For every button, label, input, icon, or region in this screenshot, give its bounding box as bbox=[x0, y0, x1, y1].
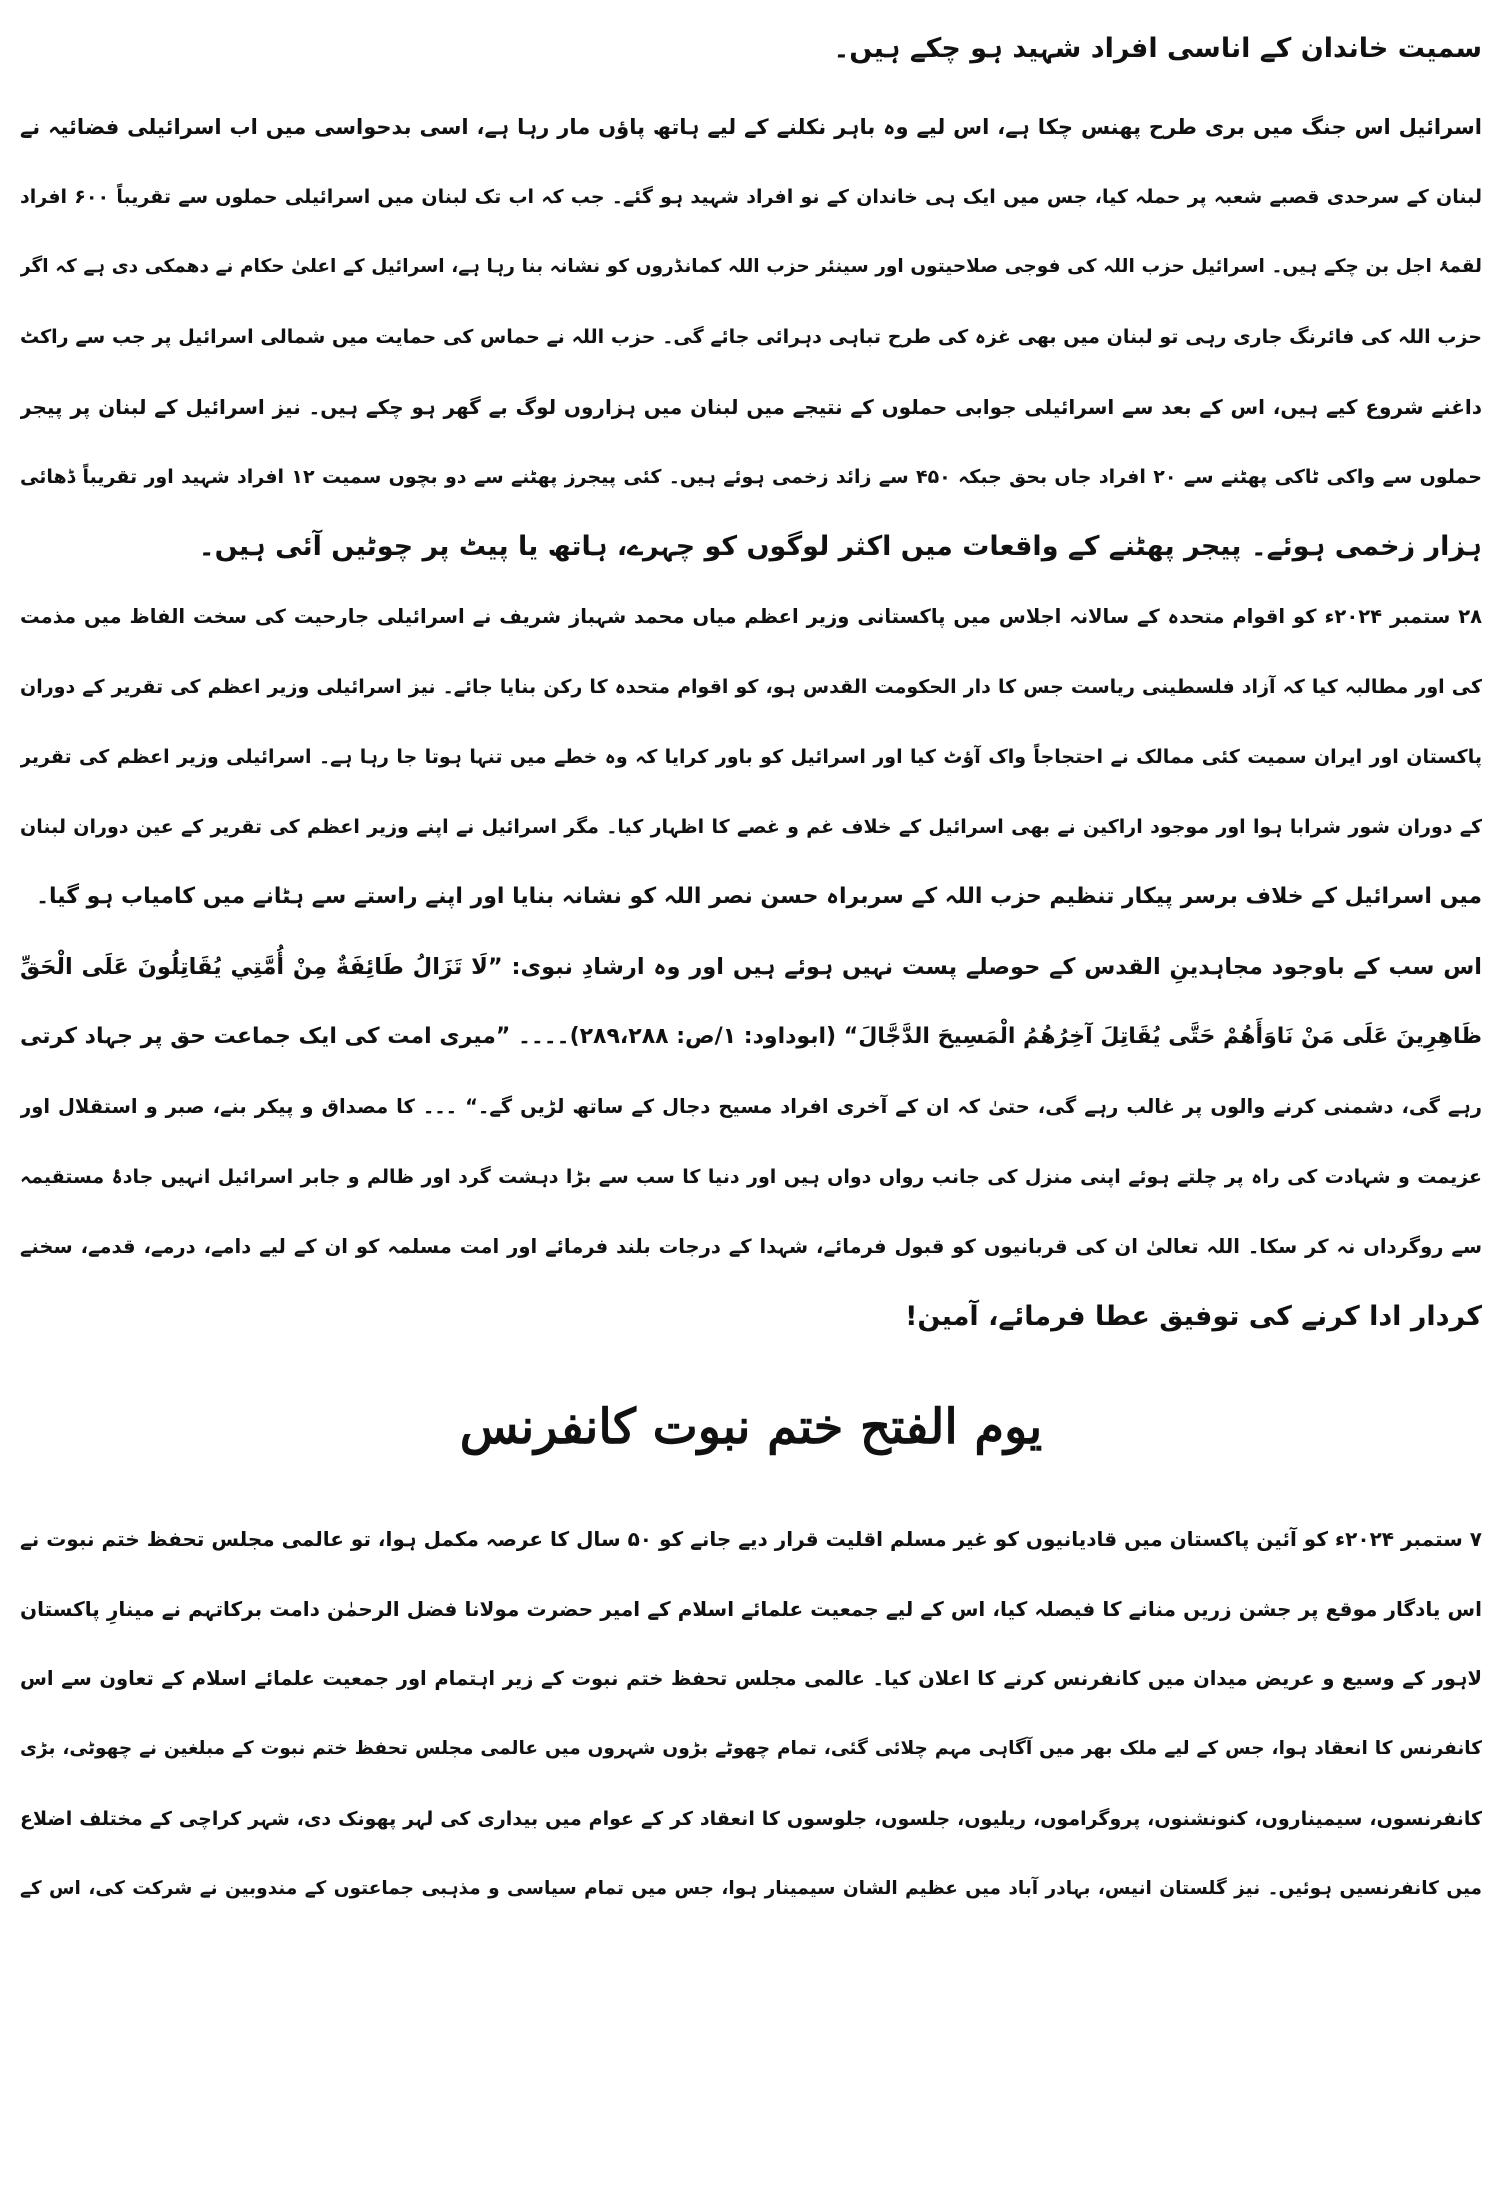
paragraph-line: کانفرنسوں، سیمیناروں، کنونشنوں، پروگراموں، ریلیوں، جلسوں، جلوسوں کا انعقاد کر کے عوام میں بیداری کی لہر پھونک دی، شہر کراچی کے مختلف اضلاع bbox=[20, 1808, 1482, 1830]
paragraph-line: رہے گی، دشمنی کرنے والوں پر غالب رہے گی، حتیٰ کہ ان کے آخری افراد مسیح دجال کے ساتھ لڑیں گے۔“ ۔۔۔ کا مصداق و پیکر بنے، صبر و استقلال اور bbox=[20, 1095, 1482, 1118]
paragraph-line: ہزار زخمی ہوئے۔ پیجر پھٹنے کے واقعات میں اکثر لوگوں کو چہرے، ہاتھ یا پیٹ پر چوٹیں آئی ہیں۔ bbox=[198, 531, 1482, 562]
paragraph-line: کردار ادا کرنے کی توفیق عطا فرمائے، آمین! bbox=[905, 1301, 1482, 1332]
paragraph-line: کانفرنس کا انعقاد ہوا، جس کے لیے ملک بھر میں آگاہی مہم چلائی گئی، تمام چھوٹے بڑوں شہروں میں عالمی مجلس تحفظ ختم نبوت کے مبلغین نے چھوٹی، بڑی bbox=[20, 1738, 1482, 1759]
paragraph-line: اسرائیل اس جنگ میں بری طرح پھنس چکا ہے، اس لیے وہ باہر نکلنے کے لیے ہاتھ پاؤں مار رہا ہے، اسی بدحواسی میں اب اسرائیلی فضائیہ نے bbox=[20, 115, 1482, 139]
paragraph-line: کے دوران شور شرابا ہوا اور موجود اراکین نے بھی اسرائیل کے خلاف غم و غصے کا اظہار کیا۔ مگر اسرائیل نے اپنے وزیر اعظم کی تقریر کے عین دوران لبنان bbox=[20, 816, 1482, 838]
paragraph-line: میں اسرائیل کے خلاف برسر پیکار تنظیم حزب اللہ کے سربراہ حسن نصر اللہ کو نشانہ بنایا اور اپنے راستے سے ہٹانے میں کامیاب ہو گیا۔ bbox=[36, 884, 1482, 909]
paragraph-line: پاکستان اور ایران سمیت کئی ممالک نے احتجاجاً واک آؤٹ کیا اور اسرائیل کو باور کرایا کہ وہ خطے میں تنہا ہوتا جا رہا ہے۔ اسرائیلی وزیر اعظم کی تقریر bbox=[20, 746, 1482, 768]
paragraph-line: ۲۸ ستمبر ۲۰۲۴ء کو اقوام متحدہ کے سالانہ اجلاس میں پاکستانی وزیر اعظم میاں محمد شہباز شریف نے اسرائیلی جارحیت کی سخت الفاظ میں مذمت bbox=[20, 605, 1482, 628]
paragraph-line: سے روگرداں نہ کر سکا۔ اللہ تعالیٰ ان کی قربانیوں کو قبول فرمائے، شہدا کے درجات بلند فرمائے اور امت مسلمہ کو ان کے لیے دامے، درمے، قدمے، سخنے bbox=[20, 1235, 1482, 1258]
paragraph-line: ۷ ستمبر ۲۰۲۴ء کو آئین پاکستان میں قادیانیوں کو غیر مسلم اقلیت قرار دیے جانے کو ۵۰ سال کا عرصہ مکمل ہوا، تو عالمی مجلس تحفظ ختم نبوت نے bbox=[20, 1527, 1482, 1551]
paragraph-line: داغنے شروع کیے ہیں، اس کے بعد سے اسرائیلی جوابی حملوں کے نتیجے میں لبنان میں ہزاروں لوگ بے گھر ہو چکے ہیں۔ نیز اسرائیل کے لبنان پر پیجر bbox=[20, 395, 1482, 419]
document-page bbox=[20, 22, 1482, 2182]
paragraph-line: میں کانفرنسیں ہوئیں۔ نیز گلستان انیس، بہادر آباد میں عظیم الشان سیمینار ہوا، جس میں تمام سیاسی و مذہبی جماعتوں کے مندوبین نے شرکت کی، اس کے bbox=[20, 1878, 1482, 1899]
paragraph-line: لبنان کے سرحدی قصبے شعبہ پر حملہ کیا، جس میں ایک ہی خاندان کے نو افراد شہید ہو گئے۔ جب کہ اب تک لبنان میں اسرائیلی حملوں سے تقریباً ۶۰۰ افراد bbox=[20, 186, 1482, 208]
paragraph-line: اس سب کے باوجود مجاہدینِ القدس کے حوصلے پست نہیں ہوئے ہیں اور وہ ارشادِ نبوی: ”لَا تَزَالُ طَائِفَةٌ مِنْ أُمَّتِي يُقَاتِلُونَ عَلَى الْحَقِّ bbox=[20, 954, 1482, 980]
paragraph-line: حملوں سے واکی ٹاکی پھٹنے سے ۲۰ افراد جاں بحق جبکہ ۴۵۰ سے زائد زخمی ہوئے ہیں۔ کئی پیجرز پھٹنے سے دو بچوں سمیت ۱۲ افراد شہید اور تقریباً ڈھائی bbox=[20, 466, 1482, 488]
paragraph-line: ظَاهِرِينَ عَلَى مَنْ نَاوَأَهُمْ حَتَّى يُقَاتِلَ آخِرُهُمُ الْمَسِيحَ الدَّجَّالَ“ (ابوداود: ۱/ص: ۲۸۹،۲۸۸)۔۔۔۔ ”میری امت کی ایک جماعت حق پر جہاد کرتی bbox=[20, 1024, 1482, 1049]
paragraph-line: لاہور کے وسیع و عریض میدان میں کانفرنس کرنے کا اعلان کیا۔ عالمی مجلس تحفظ ختم نبوت کے زیر اہتمام اور جمعیت علمائے اسلام کے تعاون سے اس bbox=[20, 1667, 1482, 1690]
paragraph-line: حزب اللہ کی فائرنگ جاری رہی تو لبنان میں بھی غزہ کی طرح تباہی دہرائی جائے گی۔ حزب اللہ نے حماس کی حمایت میں شمالی اسرائیل پر جب سے راکٹ bbox=[20, 326, 1482, 348]
paragraph-line: سمیت خاندان کے اناسی افراد شہید ہو چکے ہیں۔ bbox=[833, 33, 1482, 64]
paragraph-line: کی اور مطالبہ کیا کہ آزاد فلسطینی ریاست جس کا دار الحکومت القدس ہو، کو اقوام متحدہ کا رکن بنایا جائے۔ نیز اسرائیلی وزیر اعظم کی تقریر کے دوران bbox=[20, 676, 1482, 698]
section-heading: یوم الفتح ختم نبوت کانفرنس bbox=[459, 1399, 1043, 1455]
paragraph-line: اس یادگار موقع پر جشن زریں منانے کا فیصلہ کیا، اس کے لیے جمعیت علمائے اسلام کے امیر حضرت مولانا فضل الرحمٰن دامت برکاتہم نے مینارِ پاکستان bbox=[20, 1597, 1482, 1621]
paragraph-line: عزیمت و شہادت کی راہ پر چلتے ہوئے اپنی منزل کی جانب رواں دواں ہیں اور دنیا کا سب سے بڑا دہشت گرد اور ظالم و جابر اسرائیل انہیں جادۂ مستقیمہ bbox=[20, 1166, 1482, 1188]
paragraph-line: لقمۂ اجل بن چکے ہیں۔ اسرائیل حزب اللہ کی فوجی صلاحیتوں اور سینئر حزب اللہ کمانڈروں کو نشانہ بنا رہا ہے، اسرائیل کے اعلیٰ حکام نے دھمکی دی ہے کہ اگر bbox=[20, 256, 1482, 277]
